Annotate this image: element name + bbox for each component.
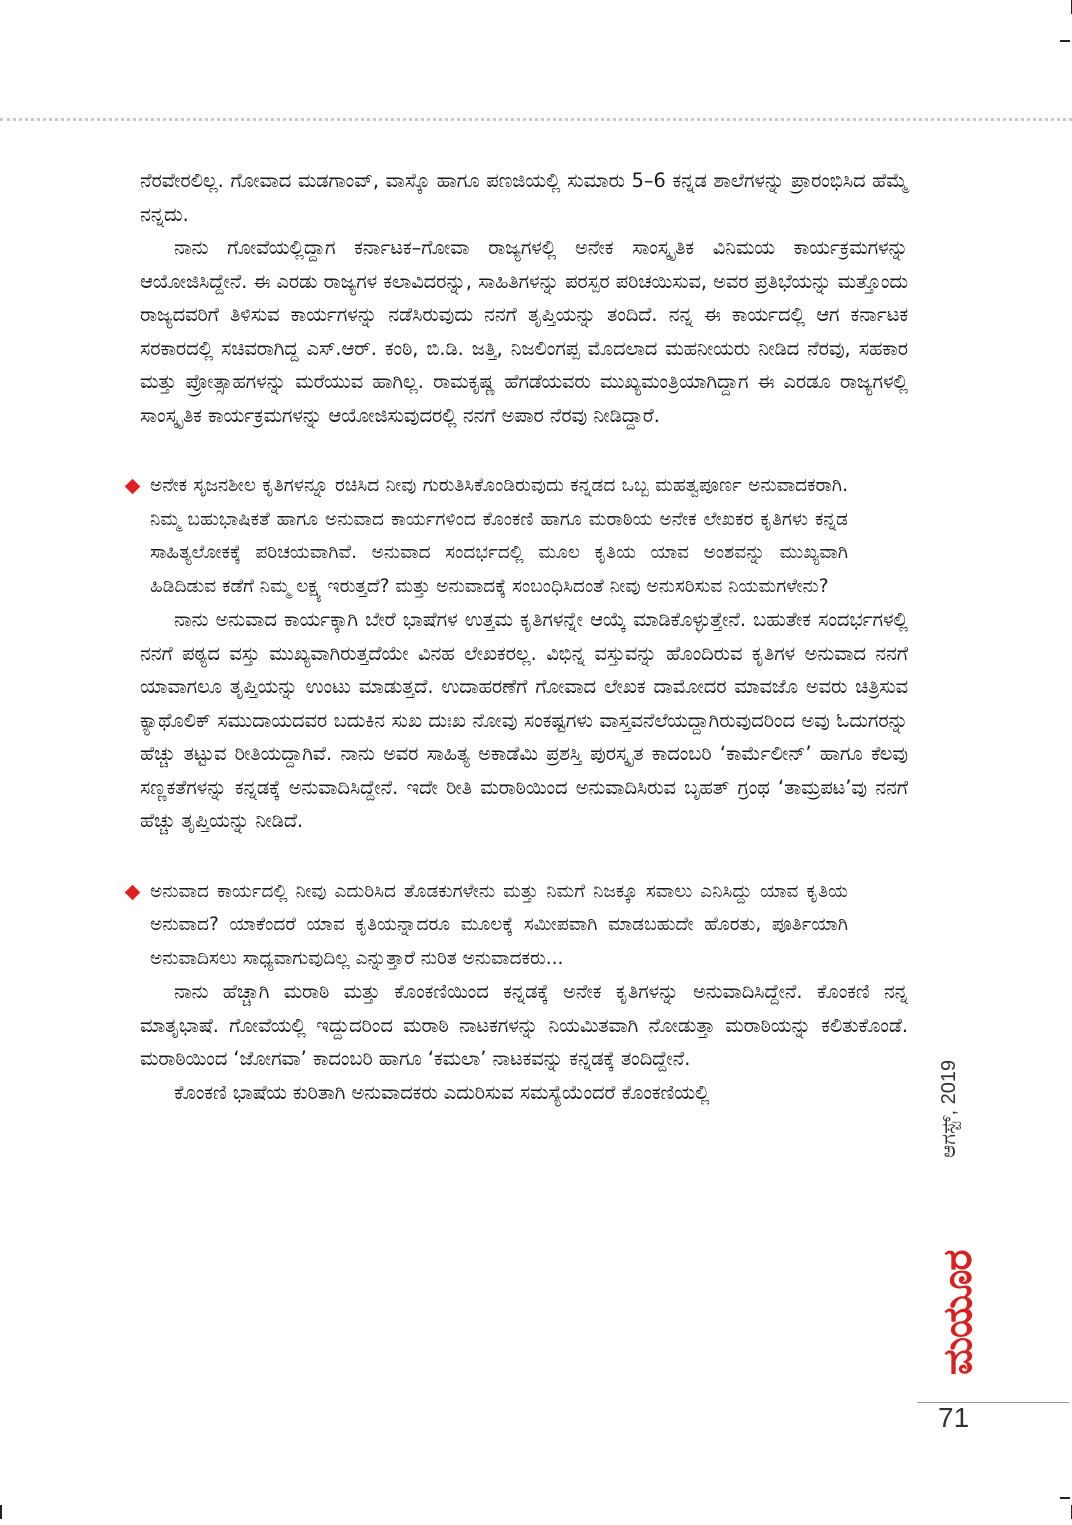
answer-paragraph: ನಾನು ಅನುವಾದ ಕಾರ್ಯಕ್ಕಾಗಿ ಬೇರೆ ಭಾಷೆಗಳ ಉತ್ತಮ ಕೃತಿಗಳನ್ನೇ ಆಯ್ಕೆ ಮಾಡಿಕೊಳ್ಳುತ್ತೇನೆ. ಬಹುತೇಕ ಸಂದರ್ಭಗಳಲ್ಲಿ ನನಗೆ ಪಠ್ಯದ ವಸ್ತು ಮುಖ್ಯವಾಗಿರುತ್ತದೆಯೇ ವಿನಹ ಲೇಖಕರಲ್ಲ. ವಿಭಿನ್ನ ವಸ್ತುವನ್ನು ಹೊಂದಿರುವ ಕೃತಿಗಳ ಅನುವಾದ ನನಗೆ ಯಾವಾಗಲೂ ತೃಪ್ತಿಯನ್ನು ಉಂಟು ಮಾಡುತ್ತದೆ. ಉದಾಹರಣೆಗೆ ಗೋವಾದ ಲೇಖಕ ದಾಮೋದರ ಮಾವಜೊ ಅವರು ಚಿತ್ರಿಸುವ ಕ್ಯಾಥೊಲಿಕ್ ಸಮುದಾಯದವರ ಬದುಕಿನ ಸುಖ ದುಃಖ ನೋವು ಸಂಕಷ್ಟಗಳು ವಾಸ್ತವನೆಲೆಯದ್ದಾಗಿರುವುದರಿಂದ ಅವು ಓದುಗರನ್ನು ಹೆಚ್ಚು ತಟ್ಟುವ ರೀತಿಯದ್ದಾಗಿವೆ. ನಾನು ಅವರ ಸಾಹಿತ್ಯ ಅಕಾಡೆಮಿ ಪ್ರಶಸ್ತಿ ಪುರಸ್ಕೃತ ಕಾದಂಬರಿ ‘ಕಾರ್ಮೆಲೀನ್’ ಹಾಗೂ ಕೆಲವು ಸಣ್ಣಕತೆಗಳನ್ನು ಕನ್ನಡಕ್ಕೆ ಅನುವಾದಿಸಿದ್ದೇನೆ. ಇದೇ ರೀತಿ ಮರಾಠಿಯಿಂದ ಅನುವಾದಿಸಿರುವ ಬೃಹತ್ ಗ್ರಂಥ ‘ತಾಮ್ರಪಟ’ವು ನನಗೆ ಹೆಚ್ಚು ತೃಪ್ತಿಯನ್ನು ನೀಡಿದೆ. — [140, 608, 908, 832]
magazine-logo: ಮಯೂರ — [935, 1250, 981, 1375]
crop-mark — [0, 1505, 2, 1519]
page-number: 71 — [938, 1402, 970, 1433]
article-body — [140, 164, 908, 1109]
top-dotted-rule — [0, 118, 1072, 121]
issue-date: ಆಗಸ್ಟ್, 2019 — [938, 1059, 960, 1158]
answer-paragraph: ನಾನು ಹೆಚ್ಚಾಗಿ ಮರಾಠಿ ಮತ್ತು ಕೊಂಕಣಿಯಿಂದ ಕನ್ನಡಕ್ಕೆ ಅನೇಕ ಕೃತಿಗಳನ್ನು ಅನುವಾದಿಸಿದ್ದೇನೆ. ಕೊಂಕಣಿ ನನ್ನ ಮಾತೃಭಾಷೆ. ಗೋವೆಯಲ್ಲಿ ಇದ್ದುದರಿಂದ ಮರಾಠಿ ನಾಟಕಗಳನ್ನು ನಿಯಮಿತವಾಗಿ ನೋಡುತ್ತಾ ಮರಾಠಿಯನ್ನು ಕಲಿತುಕೊಂಡೆ. ಮರಾಠಿಯಿಂದ ‘ಜೋಗವಾ’ ಕಾದಂಬರಿ ಹಾಗೂ ‘ಕಮಲಾ’ ನಾಟಕವನ್ನು ಕನ್ನಡಕ್ಕೆ ತಂದಿದ್ದೇನೆ. — [140, 980, 908, 1070]
crop-mark — [1060, 1497, 1070, 1499]
question: ಅನೇಕ ಸೃಜನಶೀಲ ಕೃತಿಗಳನ್ನೂ ರಚಿಸಿದ ನೀವು ಗುರುತಿಸಿಕೊಂಡಿರುವುದು ಕನ್ನಡದ ಒಬ್ಬ ಮಹತ್ವಪೂರ್ಣ ಅನುವಾದಕರಾಗಿ. ನಿಮ್ಮ ಬಹುಭಾಷಿಕತೆ ಹಾಗೂ ಅನುವಾದ ಕಾರ್ಯಗಳಿಂದ ಕೊಂಕಣಿ ಹಾಗೂ ಮರಾಠಿಯ ಅನೇಕ ಲೇಖಕರ ಕೃತಿಗಳು ಕನ್ನಡ ಸಾಹಿತ್ಯಲೋಕಕ್ಕೆ ಪರಿಚಯವಾಗಿವೆ. ಅನುವಾದ ಸಂದರ್ಭದಲ್ಲಿ ಮೂಲ ಕೃತಿಯ ಯಾವ ಅಂಶವನ್ನು ಮುಖ್ಯವಾಗಿ ಹಿಡಿದಿಡುವ ಕಡೆಗೆ ನಿಮ್ಮ ಲಕ್ಷ್ಯ ಇರುತ್ತದೆ? ಮತ್ತು ಅನುವಾದಕ್ಕೆ ಸಂಬಂಧಿಸಿದಂತೆ ನೀವು ಅನುಸರಿಸುವ ನಿಯಮಗಳೇನು? — [140, 469, 908, 603]
paragraph: ನೆರವೇರಲಿಲ್ಲ. ಗೋವಾದ ಮಡಗಾಂವ್, ವಾಸ್ಕೊ ಹಾಗೂ ಪಣಜಿಯಲ್ಲಿ ಸುಮಾರು 5–6 ಕನ್ನಡ ಶಾಲೆಗಳನ್ನು ಪ್ರಾರಂಭಿಸಿದ ಹೆಮ್ಮೆ ನನ್ನದು. — [140, 169, 908, 226]
answer-paragraph: ಕೊಂಕಣಿ ಭಾಷೆಯ ಕುರಿತಾಗಿ ಅನುವಾದಕರು ಎದುರಿಸುವ ಸಮಸ್ಯೆಯೆಂದರೆ ಕೊಂಕಣಿಯಲ್ಲಿ — [174, 1080, 710, 1104]
bullet-diamond-icon — [125, 479, 141, 495]
bullet-diamond-icon — [125, 884, 141, 900]
question: ಅನುವಾದ ಕಾರ್ಯದಲ್ಲಿ ನೀವು ಎದುರಿಸಿದ ತೊಡಕುಗಳೇನು ಮತ್ತು ನಿಮಗೆ ನಿಜಕ್ಕೂ ಸವಾಲು ಎನಿಸಿದ್ದು ಯಾವ ಕೃತಿಯ ಅನುವಾದ? ಯಾಕೆಂದರೆ ಯಾವ ಕೃತಿಯನ್ನಾದರೂ ಮೂಲಕ್ಕೆ ಸಮೀಪವಾಗಿ ಮಾಡಬಹುದೇ ಹೊರತು, ಪೂರ್ತಿಯಾಗಿ ಅನುವಾದಿಸಲು ಸಾಧ್ಯವಾಗುವುದಿಲ್ಲ ಎನ್ನುತ್ತಾರೆ ನುರಿತ ಅನುವಾದಕರು... — [140, 875, 908, 976]
paragraph: ನಾನು ಗೋವೆಯಲ್ಲಿದ್ದಾಗ ಕರ್ನಾಟಕ–ಗೋವಾ ರಾಜ್ಯಗಳಲ್ಲಿ ಅನೇಕ ಸಾಂಸ್ಕೃತಿಕ ವಿನಿಮಯ ಕಾರ್ಯಕ್ರಮಗಳನ್ನು ಆಯೋಜಿಸಿದ್ದೇನೆ. ಈ ಎರಡು ರಾಜ್ಯಗಳ ಕಲಾವಿದರನ್ನು, ಸಾಹಿತಿಗಳನ್ನು ಪರಸ್ಪರ ಪರಿಚಯಿಸುವ, ಅವರ ಪ್ರತಿಭೆಯನ್ನು ಮತ್ತೊಂದು ರಾಜ್ಯದವರಿಗೆ ತಿಳಿಸುವ ಕಾರ್ಯಗಳನ್ನು ನಡೆಸಿರುವುದು ನನಗೆ ತೃಪ್ತಿಯನ್ನು ತಂದಿದೆ. ನನ್ನ ಈ ಕಾರ್ಯದಲ್ಲಿ ಆಗ ಕರ್ನಾಟಕ ಸರಕಾರದಲ್ಲಿ ಸಚಿವರಾಗಿದ್ದ ಎಸ್.ಆರ್. ಕಂಠಿ, ಬಿ.ಡಿ. ಜತ್ತಿ, ನಿಜಲಿಂಗಪ್ಪ ಮೊದಲಾದ ಮಹನೀಯರು ನೀಡಿದ ನೆರವು, ಸಹಕಾರ ಮತ್ತು ಪ್ರೋತ್ಸಾಹಗಳನ್ನು ಮರೆಯುವ ಹಾಗಿಲ್ಲ. ರಾಮಕೃಷ್ಣ ಹೆಗಡೆಯವರು ಮುಖ್ಯಮಂತ್ರಿಯಾಗಿದ್ದಾಗ ಈ ಎರಡೂ ರಾಜ್ಯಗಳಲ್ಲಿ ಸಾಂಸ್ಕೃತಿಕ ಕಾರ್ಯಕ್ರಮಗಳನ್ನು ಆಯೋಜಿಸುವುದರಲ್ಲಿ ನನಗೆ ಅಪಾರ ನೆರವು ನೀಡಿದ್ದಾರೆ. — [140, 236, 908, 427]
crop-mark — [1060, 40, 1070, 42]
